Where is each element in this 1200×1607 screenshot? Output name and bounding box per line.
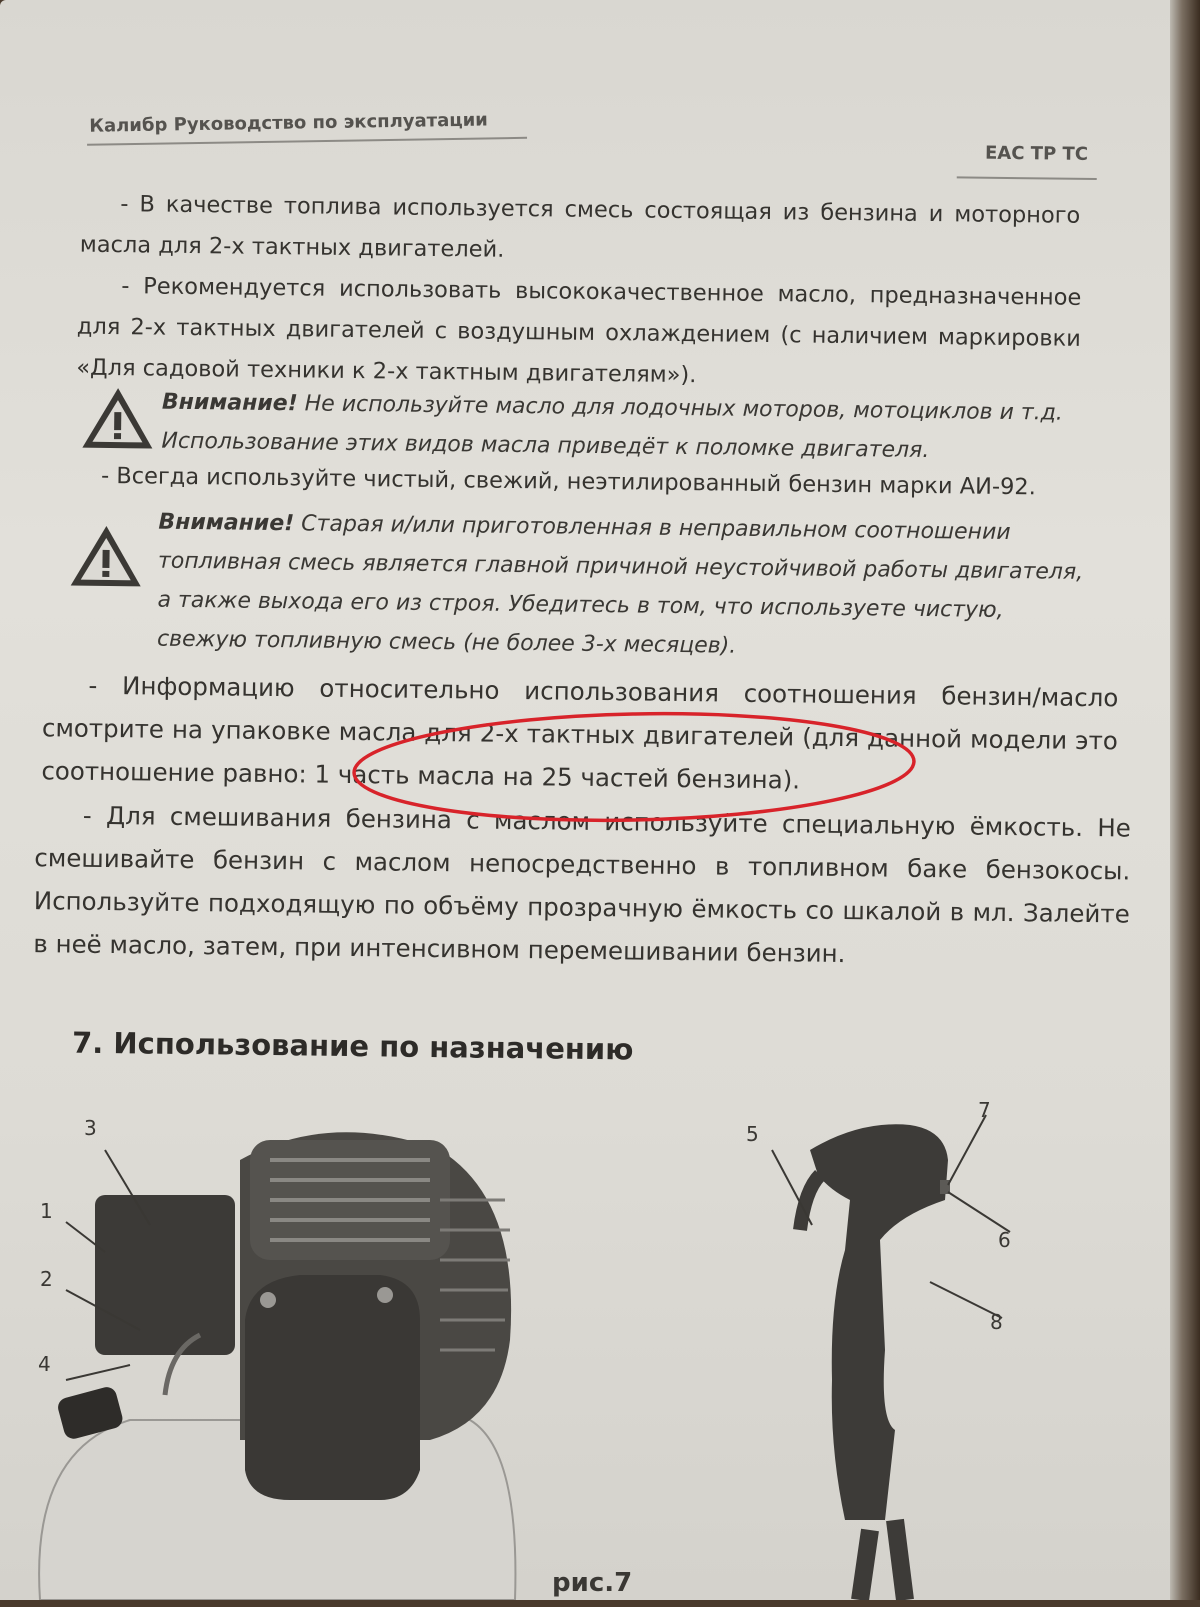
callout-8: 8 (990, 1310, 1003, 1334)
warning-1-text: Не используйте масло для лодочных моторов, мотоциклов и т.д. Использование этих видов масла приведёт к поломке двигателя. (161, 391, 1064, 464)
header-title: Калибр Руководство по эксплуатации (89, 109, 489, 137)
callout-4: 4 (38, 1352, 51, 1376)
warning-2-text: Старая и/или приготовленная в неправильном соотношении топливная смесь является главной причиной неустойчивой работы двигателя, а также выхода его из строя. Убедитесь в том, что используете чистую, свежую топливную смесь (не более 3-х месяцев). (156, 511, 1084, 659)
callout-7: 7 (978, 1098, 991, 1122)
warning-2-label: Внимание! (158, 509, 295, 537)
engine-and-handle-illustration (0, 1100, 1200, 1600)
paragraph-ratio: - Информацию относительно использования соотношения бензин/масло смотрите на упаковке масла для 2-х тактных двигателей (для данной модели это соотношение равно: 1 часть масла на 25 частей бензина). (41, 670, 1119, 795)
callout-5: 5 (746, 1122, 759, 1146)
section-title: 7. Использование по назначению (71, 1025, 634, 1067)
header-rule-right (957, 176, 1097, 180)
callout-3: 3 (84, 1116, 97, 1140)
warning-icon (79, 384, 156, 453)
figure-caption: рис.7 (552, 1568, 633, 1598)
figure-7 (0, 1100, 1200, 1600)
paragraph-petrol: - Всегда используйте чистый, свежий, неэтилированный бензин марки АИ-92. (100, 462, 1036, 501)
paragraph-mixing: - Для смешивания бензина с маслом используйте специальную ёмкость. Не смешивайте бензин с маслом непосредственно в топливном баке бензокосы. Используйте подходящую по объёму прозрачную ёмкость со шкалой в мл. Залейте в неё масло, затем, при интенсивном перемешивании бензин. (33, 800, 1131, 969)
handle-illustration (800, 1124, 950, 1600)
engine-illustration (39, 1132, 515, 1600)
warning-2 (157, 503, 1099, 670)
header-certification: ЕАС ТР ТС (984, 142, 1089, 165)
paragraph-oil: - Рекомендуется использовать высококачественное масло, предназначенное для 2-х тактных двигателей с воздушным охлаждением (с наличием маркировки «Для садовой техники к 2-х тактным двигателям»). (76, 273, 1082, 389)
callout-2: 2 (40, 1267, 53, 1291)
callout-1: 1 (40, 1199, 53, 1223)
paragraph-fuel: - В качестве топлива используется смесь состоящая из бензина и моторного масла для 2-х тактных двигателей. (79, 191, 1081, 263)
warning-1-label: Внимание! (161, 389, 298, 417)
callout-6: 6 (998, 1228, 1011, 1252)
warning-icon (68, 522, 145, 591)
header-rule (87, 137, 527, 146)
